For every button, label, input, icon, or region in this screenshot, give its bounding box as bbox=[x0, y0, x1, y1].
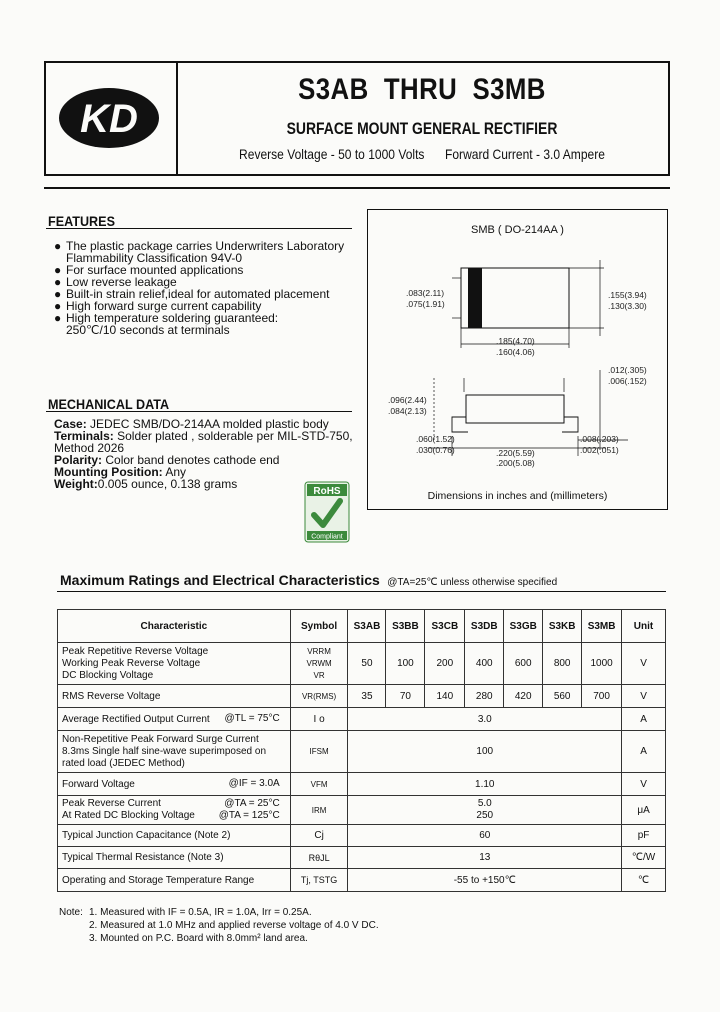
row-characteristic: Peak Reverse Current At Rated DC Blocking Voltage @TA = 25°C @TA = 125°C bbox=[58, 796, 291, 825]
row-symbol: IFSM bbox=[290, 731, 348, 773]
weight-line: Weight:0.005 ounce, 0.138 grams bbox=[54, 477, 238, 491]
col-header: S3CB bbox=[425, 610, 465, 643]
feature-item: 250℃/10 seconds at terminals bbox=[66, 323, 230, 337]
col-header: S3DB bbox=[465, 610, 504, 643]
cell-value: 420 bbox=[504, 685, 543, 708]
row-symbol: RθJL bbox=[290, 847, 348, 869]
table-row bbox=[58, 796, 666, 825]
row-characteristic: Typical Thermal Resistance (Note 3) bbox=[58, 847, 291, 869]
dim-s2b: .030(0.76) bbox=[416, 445, 455, 455]
dim-h2b: .130(3.30) bbox=[608, 301, 647, 311]
notes-section bbox=[59, 906, 379, 945]
feature-item: ● Low reverse leakage bbox=[54, 275, 177, 289]
table-row bbox=[58, 773, 666, 796]
header-rule bbox=[44, 187, 670, 189]
col-header: S3AB bbox=[348, 610, 386, 643]
spec-table bbox=[57, 609, 666, 892]
row-characteristic: Peak Repetitive Reverse Voltage Working Peak Reverse Voltage DC Blocking Voltage bbox=[58, 643, 291, 685]
cell-value: 50 bbox=[348, 643, 386, 685]
row-symbol: IRM bbox=[290, 796, 348, 825]
kd-logo bbox=[46, 63, 174, 174]
col-header: S3KB bbox=[543, 610, 582, 643]
dim-h1a: .083(2.11) bbox=[406, 288, 445, 298]
logo-cell bbox=[46, 63, 178, 174]
rohs-text: RoHS bbox=[313, 486, 341, 497]
cell-value: 70 bbox=[386, 685, 425, 708]
dim-w1a: .185(4.70) bbox=[496, 336, 535, 346]
row-symbol: VRRM VRWM VR bbox=[290, 643, 348, 685]
cell-value: 100 bbox=[348, 731, 622, 773]
cathode-band bbox=[468, 268, 482, 328]
dim-s1b: .084(2.13) bbox=[388, 406, 427, 416]
row-symbol: VR(RMS) bbox=[290, 685, 348, 708]
cell-unit: ℃ bbox=[622, 869, 666, 892]
cell-value: 5.0 250 bbox=[348, 796, 622, 825]
cell-value: 280 bbox=[465, 685, 504, 708]
cell-value: 35 bbox=[348, 685, 386, 708]
mounting-line: Mounting Position: Any bbox=[54, 465, 186, 479]
col-header: Unit bbox=[622, 610, 666, 643]
dim-s1a: .096(2.44) bbox=[388, 395, 427, 405]
features-heading: FEATURES bbox=[48, 213, 115, 229]
table-row bbox=[58, 869, 666, 892]
cell-unit: ℃/W bbox=[622, 847, 666, 869]
row-characteristic: Forward Voltage @IF = 3.0A bbox=[58, 773, 291, 796]
table-header-row bbox=[58, 610, 666, 643]
note-3: 3. Mounted on P.C. Board with 8.0mm² land area. bbox=[89, 933, 308, 944]
page-subtitle: SURFACE MOUNT GENERAL RECTIFIER bbox=[286, 119, 558, 138]
dim-s3b: .200(5.08) bbox=[496, 458, 535, 468]
rohs-badge bbox=[304, 481, 350, 543]
ratings-condition: @TA=25℃ unless otherwise specified bbox=[387, 577, 558, 588]
feature-item: Flammability Classification 94V-0 bbox=[66, 251, 243, 265]
cell-value: 3.0 bbox=[348, 708, 622, 731]
package-drawing-box bbox=[367, 209, 668, 510]
terminals-line: Terminals: Solder plated , solderable per MIL-STD-750, bbox=[54, 429, 353, 443]
row-symbol: Cj bbox=[290, 825, 348, 847]
cell-value: 800 bbox=[543, 643, 582, 685]
ratings-heading-row bbox=[60, 572, 557, 590]
cell-value: 60 bbox=[348, 825, 622, 847]
method-line: Method 2026 bbox=[54, 441, 125, 455]
logo-text: KD bbox=[80, 97, 138, 141]
cell-value: 600 bbox=[504, 643, 543, 685]
cell-value: 13 bbox=[348, 847, 622, 869]
feature-item: ● The plastic package carries Underwriters Laboratory bbox=[54, 239, 345, 253]
cell-value: 1.10 bbox=[348, 773, 622, 796]
rohs-compliant-text: Compliant bbox=[311, 533, 343, 541]
ratings-line bbox=[210, 146, 633, 162]
features-rule bbox=[46, 228, 352, 229]
cell-value: 560 bbox=[543, 685, 582, 708]
cell-value: 100 bbox=[386, 643, 425, 685]
package-title: SMB ( DO-214AA ) bbox=[471, 224, 564, 236]
row-characteristic: Operating and Storage Temperature Range bbox=[58, 869, 291, 892]
case-line: Case: JEDEC SMB/DO-214AA molded plastic body bbox=[54, 417, 329, 431]
body-side-view bbox=[466, 395, 564, 423]
page-title: S3AB THRU S3MB bbox=[298, 73, 546, 106]
cell-value: 400 bbox=[465, 643, 504, 685]
ratings-heading: Maximum Ratings and Electrical Characteristics bbox=[60, 572, 380, 588]
dim-h2a: .155(3.94) bbox=[608, 290, 647, 300]
dim-s2a: .060(1.52) bbox=[416, 434, 455, 444]
cell-unit: V bbox=[622, 685, 666, 708]
mechanical-rule bbox=[46, 411, 352, 412]
cell-unit: V bbox=[622, 773, 666, 796]
features-list bbox=[52, 240, 344, 336]
cell-value: 200 bbox=[425, 643, 465, 685]
polarity-line: Polarity: Color band denotes cathode end bbox=[54, 453, 280, 467]
cell-unit: A bbox=[622, 731, 666, 773]
dim-s4b: .002(.051) bbox=[580, 445, 619, 455]
cell-value: 700 bbox=[582, 685, 622, 708]
cell-value: -55 to +150℃ bbox=[348, 869, 622, 892]
dim-t1b: .006(.152) bbox=[608, 376, 647, 386]
note-2: 2. Measured at 1.0 MHz and applied reverse voltage of 4.0 V DC. bbox=[89, 920, 379, 931]
col-header: S3GB bbox=[504, 610, 543, 643]
col-header: S3BB bbox=[386, 610, 425, 643]
feature-item: ● High forward surge current capability bbox=[54, 299, 262, 313]
ratings-rule bbox=[57, 591, 666, 592]
feature-item: ● High temperature soldering guaranteed: bbox=[54, 311, 279, 325]
dim-h1b: .075(1.91) bbox=[406, 299, 445, 309]
table-row bbox=[58, 731, 666, 773]
reverse-voltage-text: Reverse Voltage - 50 to 1000 Volts bbox=[239, 146, 425, 162]
col-header: Characteristic bbox=[58, 610, 291, 643]
row-symbol: I o bbox=[290, 708, 348, 731]
forward-current-text: Forward Current - 3.0 Ampere bbox=[445, 146, 605, 162]
cell-value: 140 bbox=[425, 685, 465, 708]
row-characteristic: RMS Reverse Voltage bbox=[58, 685, 291, 708]
table-row bbox=[58, 825, 666, 847]
col-header: S3MB bbox=[582, 610, 622, 643]
cell-unit: A bbox=[622, 708, 666, 731]
col-header: Symbol bbox=[290, 610, 348, 643]
mechanical-heading: MECHANICAL DATA bbox=[48, 396, 170, 412]
dim-w1b: .160(4.06) bbox=[496, 347, 535, 357]
table-row bbox=[58, 708, 666, 731]
row-characteristic: Non-Repetitive Peak Forward Surge Current 8.3ms Single half sine-wave superimposed on rated load (JEDEC Method) bbox=[58, 731, 291, 773]
header-box bbox=[44, 61, 670, 176]
feature-item: ● Built-in strain relief,ideal for automated placement bbox=[54, 287, 330, 301]
mechanical-data bbox=[54, 418, 353, 490]
table-row bbox=[58, 847, 666, 869]
row-symbol: Tj, TSTG bbox=[290, 869, 348, 892]
row-symbol: VFM bbox=[290, 773, 348, 796]
dim-s3a: .220(5.59) bbox=[496, 448, 535, 458]
dim-t1a: .012(.305) bbox=[608, 365, 647, 375]
package-caption: Dimensions in inches and (millimeters) bbox=[427, 490, 608, 502]
row-characteristic: Average Rectified Output Current @TL = 75°C bbox=[58, 708, 291, 731]
cell-value: 1000 bbox=[582, 643, 622, 685]
table-row bbox=[58, 643, 666, 685]
feature-item: ● For surface mounted applications bbox=[54, 263, 244, 277]
row-characteristic: Typical Junction Capacitance (Note 2) bbox=[58, 825, 291, 847]
cell-unit: V bbox=[622, 643, 666, 685]
dim-s4a: .008(.203) bbox=[580, 434, 619, 444]
table-row bbox=[58, 685, 666, 708]
note-1: Note: 1. Measured with IF = 0.5A, IR = 1.0A, Irr = 0.25A. bbox=[59, 907, 312, 918]
cell-unit: pF bbox=[622, 825, 666, 847]
cell-unit: μA bbox=[622, 796, 666, 825]
